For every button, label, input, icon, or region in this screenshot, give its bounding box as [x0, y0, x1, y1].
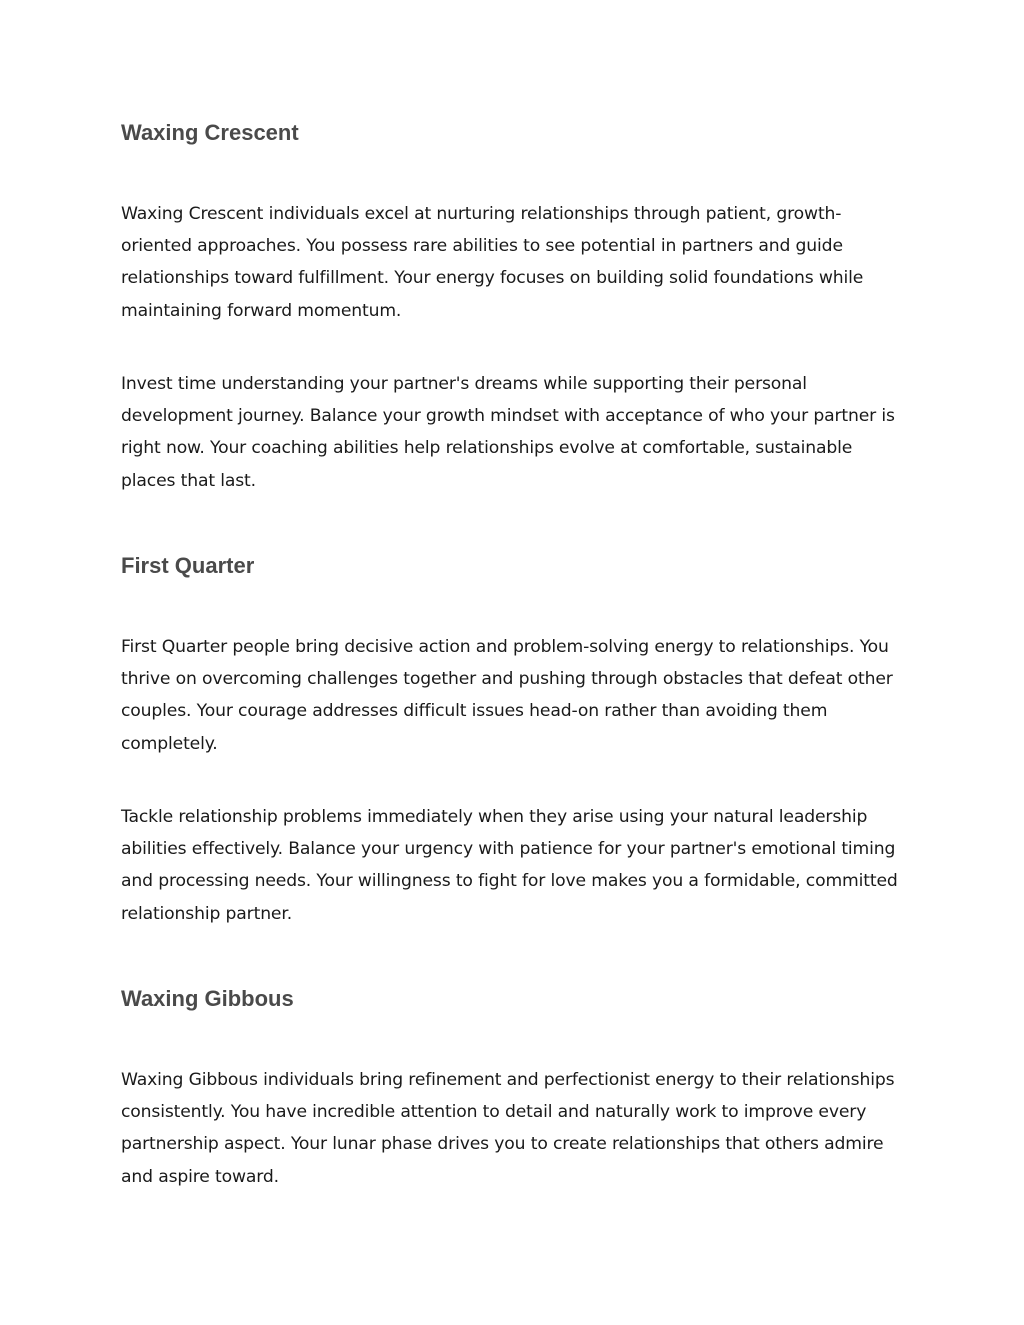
paragraph-text: Invest time understanding your partner's dreams while supporting their personal development journey. Balance your growth mindset with acceptance of who your partner is right now. Your coaching abilities help relationships evolve at comfortable, sustainable places that last. [121, 374, 895, 491]
paragraph-text: Waxing Crescent individuals excel at nurturing relationships through patient, growth-oriented approaches. You possess rare abilities to see potential in partners and guide relationships toward fulfillment. Your energy focuses on building solid foundations while maintaining forward momentum. [121, 204, 864, 321]
paragraph-text: Tackle relationship problems immediately when they arise using your natural leadership abilities effectively. Balance your urgency with patience for your partner's emotional timing and processing needs. Your willingness to fight for love makes you a formidable, committed relationship partner. [121, 807, 898, 924]
paragraph [121, 801, 911, 930]
section-waxing-gibbous [121, 986, 911, 1012]
paragraph [121, 368, 911, 497]
section-waxing-crescent [121, 120, 911, 146]
section-heading: First Quarter [121, 553, 255, 578]
section-heading: Waxing Gibbous [121, 986, 294, 1011]
paragraph-text: Waxing Gibbous individuals bring refinement and perfectionist energy to their relationships consistently. You have incredible attention to detail and naturally work to improve every partnership aspect. Your lunar phase drives you to create relationships that others admire and aspire toward. [121, 1070, 895, 1187]
paragraph-text: First Quarter people bring decisive action and problem-solving energy to relationships. You thrive on overcoming challenges together and pushing through obstacles that defeat other couples. Your courage addresses difficult issues head-on rather than avoiding them completely. [121, 637, 893, 754]
section-first-quarter [121, 553, 911, 579]
paragraph [121, 198, 911, 327]
section-heading: Waxing Crescent [121, 120, 299, 145]
paragraph [121, 631, 911, 760]
paragraph [121, 1064, 911, 1193]
